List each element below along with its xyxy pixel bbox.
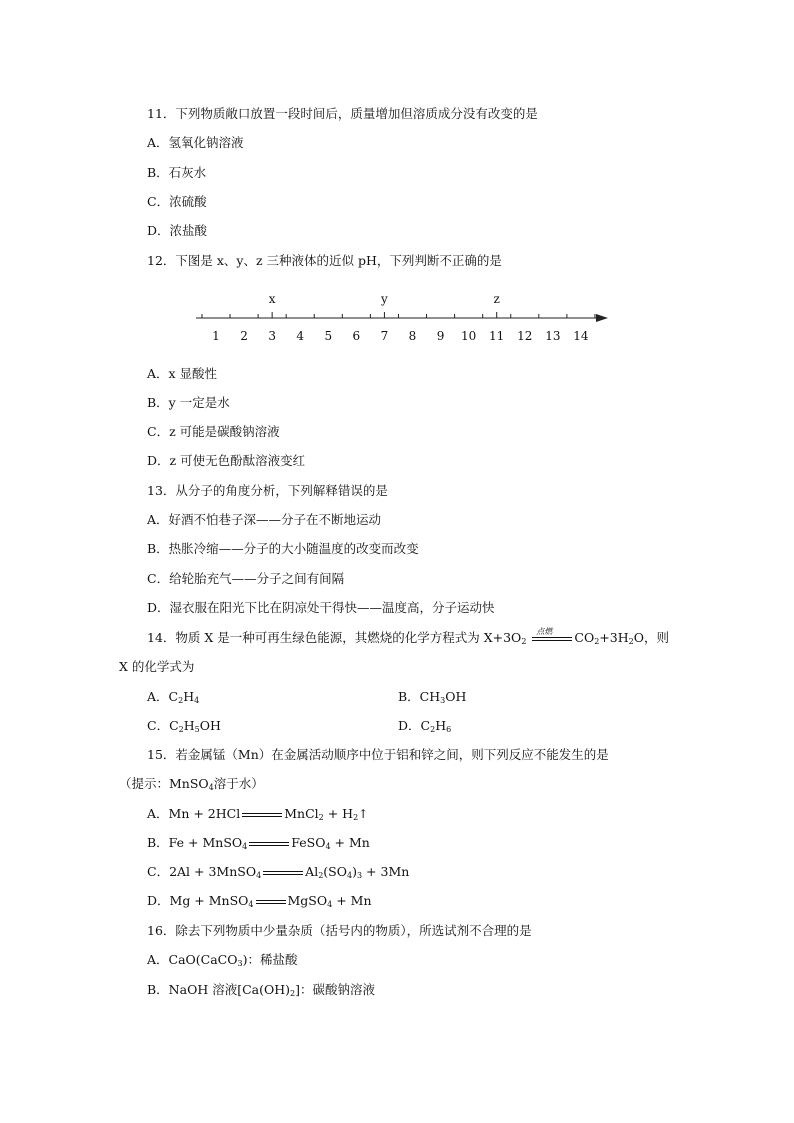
q13-option-c: C．给轮胎充气——分子之间有间隔 xyxy=(147,571,345,586)
ph-number-line xyxy=(190,285,620,347)
tick-label-4: 4 xyxy=(296,329,305,343)
question-12-stem: 12．下图是 x、y、z 三种液体的近似 pH，下列判断不正确的是 xyxy=(147,253,502,268)
q11-option-b: B．石灰水 xyxy=(147,165,207,180)
q13-option-b: B．热胀冷缩——分子的大小随温度的改变而改变 xyxy=(147,541,419,556)
q11-option-d: D．浓盐酸 xyxy=(147,223,208,238)
tick-label-10: 10 xyxy=(460,329,477,343)
equals-sign xyxy=(249,839,289,849)
question-15-stem: 15．若金属锰（Mn）在金属活动顺序中位于铝和锌之间，则下列反应不能发生的是 xyxy=(147,747,609,762)
point-label-y: y xyxy=(381,292,388,306)
q13-option-d: D．湿衣服在阳光下比在阴凉处干得快——温度高，分子运动快 xyxy=(147,600,495,615)
tick-label-3: 3 xyxy=(268,329,276,343)
q15-option-c: C．2Al + 3MnSO$_4$ $Al_2(SO_4)_3 + 3Mn$ xyxy=(147,864,410,880)
tick-label-13: 13 xyxy=(545,329,561,343)
q12-option-a: A．x 显酸性 xyxy=(147,366,218,381)
q11-option-a: A．氢氧化钠溶液 xyxy=(147,135,244,150)
question-15-hint: （提示：MnSO$_4$溶于水） xyxy=(119,776,264,792)
q15-option-a: A．Mn + 2HCl MnCl$_2$ + $H_2↑$ xyxy=(147,806,369,822)
tick-label-7: 7 xyxy=(380,329,389,343)
tick-label-12: 12 xyxy=(517,329,533,343)
tick-label-6: 6 xyxy=(352,329,361,343)
tick-label-14: 14 xyxy=(573,329,589,343)
q13-option-a: A．好酒不怕巷子深——分子在不断地运动 xyxy=(147,512,382,527)
q14-option-a: A．$C_2H_4$ xyxy=(147,689,200,705)
tick-label-9: 9 xyxy=(436,329,445,343)
tick-label-1: 1 xyxy=(212,329,220,343)
question-13-stem: 13．从分子的角度分析，下列解释错误的是 xyxy=(147,483,388,498)
q12-option-c: C．z 可能是碳酸钠溶液 xyxy=(147,424,280,439)
q15-option-b: B．Fe + MnSO$_4$ FeSO$_4$ + Mn xyxy=(147,835,370,851)
question-16-stem: 16．除去下列物质中少量杂质（括号内的物质），所选试剂不合理的是 xyxy=(147,923,532,938)
equals-sign xyxy=(256,897,286,907)
question-11-stem: 11．下列物质敞口放置一段时间后，质量增加但溶质成分没有改变的是 xyxy=(147,106,538,121)
tick-label-2: 2 xyxy=(240,329,248,343)
equals-sign xyxy=(242,810,282,820)
tick-label-5: 5 xyxy=(324,329,333,343)
q12-option-b: B．y 一定是水 xyxy=(147,395,230,410)
q14-option-b: B．$CH_3OH$ xyxy=(398,689,467,705)
q15-option-d: D．Mg + MnSO$_4$ MgSO$_4$ + Mn xyxy=(147,893,372,909)
tick-label-8: 8 xyxy=(408,329,417,343)
q16-option-a: A．CaO(CaCO$_3$)：稀盐酸 xyxy=(147,952,298,968)
tick-label-11: 11 xyxy=(489,329,505,343)
reaction-condition-equals: 点燃 xyxy=(532,634,572,644)
q14-option-d: D．$C_2H_6$ xyxy=(398,718,452,734)
question-14-stem: 14．物质 X 是一种可再生绿色能源，其燃烧的化学方程式为 $X+3O_2$ 点燃 $CO_2+3H_2O$，则 xyxy=(147,626,669,646)
point-label-x: x xyxy=(268,292,276,306)
q12-option-d: D．z 可使无色酚酞溶液变红 xyxy=(147,453,306,468)
question-14-stem-cont: X 的化学式为 xyxy=(119,659,195,674)
equals-sign xyxy=(263,868,303,878)
q16-option-b: B．NaOH 溶液$[Ca(OH)_2]$：碳酸钠溶液 xyxy=(147,982,375,998)
gas-arrow-icon: ↑ xyxy=(358,807,369,821)
q11-option-c: C．浓硫酸 xyxy=(147,194,207,209)
q14-option-c: C．$C_2H_5OH$ xyxy=(147,718,221,734)
point-label-z: z xyxy=(493,292,500,306)
axis-arrow-icon xyxy=(596,314,608,322)
